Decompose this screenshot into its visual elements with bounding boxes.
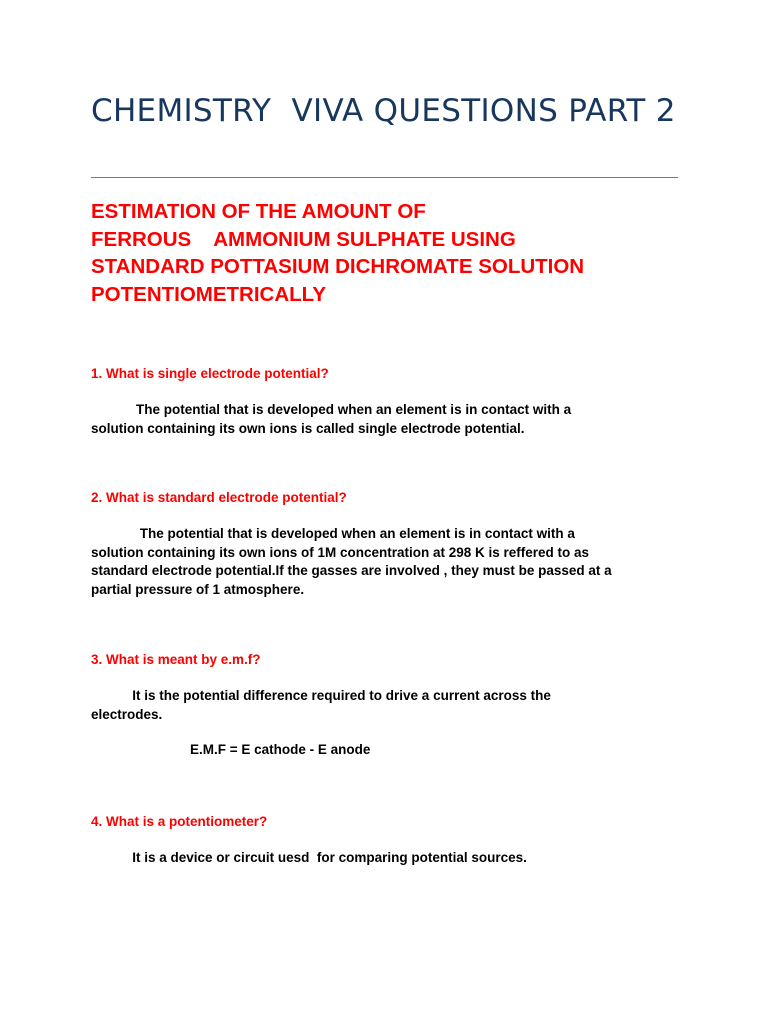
answer-line: electrodes. xyxy=(91,706,163,722)
answer-line: solution containing its own ions of 1M concentration at 298 K is reffered to as xyxy=(91,544,590,560)
emf-formula: E.M.F = E cathode - E anode xyxy=(190,742,371,757)
question-2: 2. What is standard electrode potential? xyxy=(91,490,347,505)
section-heading-line: STANDARD POTTASIUM DICHROMATE SOLUTION xyxy=(91,255,585,278)
answer-4 xyxy=(91,849,681,868)
question-4: 4. What is a potentiometer? xyxy=(91,814,268,829)
section-heading xyxy=(91,198,691,308)
section-heading-line: POTENTIOMETRICALLY xyxy=(91,282,326,306)
section-heading-line: ESTIMATION OF THE AMOUNT OF xyxy=(91,200,426,223)
question-1: 1. What is single electrode potential? xyxy=(91,366,329,381)
document-title: CHEMISTRY VIVA QUESTIONS PART 2 xyxy=(91,93,676,129)
section-heading-line: FERROUS AMMONIUM SULPHATE USING xyxy=(91,227,516,251)
answer-line: The potential that is developed when an element is in contact with a xyxy=(91,526,575,541)
answer-line: It is the potential difference required to drive a current across the xyxy=(91,688,551,703)
answer-2 xyxy=(91,525,681,599)
answer-line: The potential that is developed when an element is in contact with a xyxy=(91,402,572,417)
title-divider xyxy=(91,177,678,178)
answer-line: standard electrode potential.If the gasses are involved , they must be passed at a xyxy=(91,563,612,578)
answer-line: solution containing its own ions is called single electrode potential. xyxy=(91,420,525,436)
answer-3 xyxy=(91,687,681,724)
answer-line: It is a device or circuit uesd for comparing potential sources. xyxy=(91,850,527,865)
answer-line: partial pressure of 1 atmosphere. xyxy=(91,581,305,597)
answer-1 xyxy=(91,401,681,438)
question-3: 3. What is meant by e.m.f? xyxy=(91,652,261,667)
